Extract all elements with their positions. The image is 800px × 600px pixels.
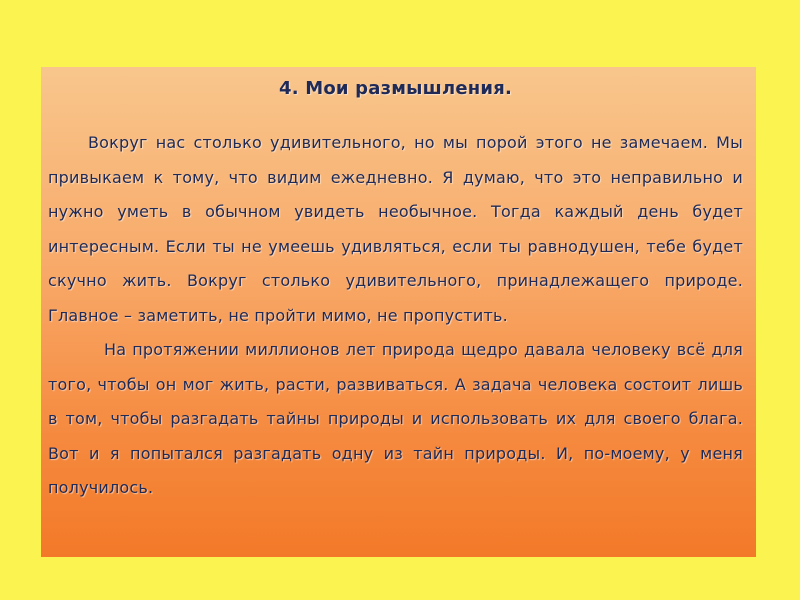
paragraph-2: На протяжении миллионов лет природа щедро давала человеку всё для того, чтобы он мог жить, расти, развиваться. А задача человека состоит лишь в том, чтобы разгадать тайны природы и использовать их для своего блага. Вот и я попытался разгадать одну из тайн природы. И, по-моему, у меня получилось. [48,340,743,497]
slide-content [48,72,743,506]
slide-title: 4. Мои размышления. [278,78,513,99]
paragraph-1: Вокруг нас столько удивительного, но мы порой этого не замечаем. Мы привыкаем к тому, что видим ежедневно. Я думаю, что это неправильно и нужно уметь в обычном увидеть необычное. Тогда каждый день будет интересным. Если ты не умеешь удивляться, если ты равнодушен, тебе будет скучно жить. Вокруг столько удивительного, принадлежащего природе. Главное – заметить, не пройти мимо, не пропустить. [48,133,743,325]
